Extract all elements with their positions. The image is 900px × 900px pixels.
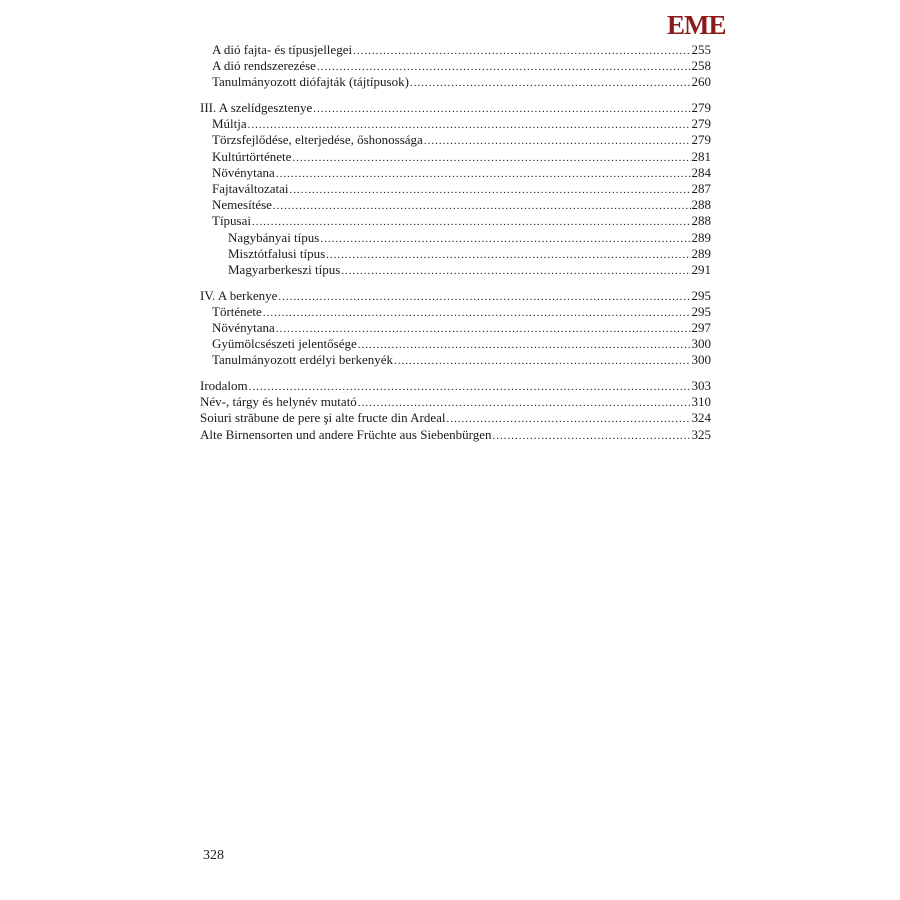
toc-entry-page: 289: [691, 245, 711, 261]
toc-entry-title: Növénytana: [212, 320, 275, 335]
toc-entry-page: 287: [691, 181, 711, 196]
leader-dots: [358, 337, 691, 353]
toc-entry-page: 324: [691, 410, 711, 426]
leader-dots: [292, 150, 690, 166]
toc-chapter[interactable]: [200, 378, 711, 394]
toc-entry[interactable]: [200, 132, 711, 148]
leader-dots: [276, 321, 691, 337]
table-of-contents: [200, 42, 711, 443]
toc-entry-page: 279: [691, 132, 711, 148]
toc-entry-page: 279: [691, 116, 711, 132]
toc-entry-page: 295: [691, 287, 711, 303]
leader-dots: [248, 117, 691, 133]
leader-dots: [492, 428, 690, 444]
toc-entry-title: Története: [212, 303, 262, 319]
leader-dots: [326, 247, 690, 263]
toc-entry-page: 295: [691, 303, 711, 319]
toc-entry-title: Név-, tárgy és helynév mutató: [200, 394, 357, 410]
leader-dots: [249, 379, 691, 395]
toc-entry-title: Alte Birnensorten und andere Früchte aus Siebenbürgen: [200, 426, 492, 442]
leader-dots: [290, 182, 691, 198]
toc-entry-page: 300: [691, 352, 711, 368]
toc-chapter[interactable]: [200, 100, 711, 116]
toc-entry-page: 303: [691, 378, 711, 394]
toc-entry-page: 288: [691, 213, 711, 229]
toc-entry-page: 260: [691, 74, 711, 90]
toc-entry-title: Nemesítése: [212, 197, 272, 213]
toc-entry-title: Magyarberkeszi típus: [228, 261, 341, 277]
toc-entry[interactable]: [200, 304, 711, 320]
toc-entry-title: Nagybányai típus: [228, 229, 320, 245]
leader-dots: [263, 305, 691, 321]
toc-chapter[interactable]: [200, 288, 711, 304]
publisher-logo: EME: [667, 10, 726, 40]
toc-subentry[interactable]: [200, 246, 711, 262]
toc-entry[interactable]: [200, 320, 711, 336]
toc-entry-title: A dió rendszerezése: [212, 58, 316, 74]
toc-entry-title: A dió fajta- és típusjellegei: [212, 42, 353, 57]
toc-entry-page: 325: [691, 426, 711, 442]
toc-chapter[interactable]: [200, 410, 711, 426]
leader-dots: [341, 263, 690, 279]
leader-dots: [320, 231, 690, 247]
toc-entry[interactable]: [200, 149, 711, 165]
toc-entry-title: Soiuri străbune de pere şi alte fructe din Ardeal: [200, 410, 446, 426]
toc-entry-title: III. A szelídgesztenye: [200, 100, 313, 116]
leader-dots: [278, 289, 690, 305]
toc-subentry[interactable]: [200, 230, 711, 246]
toc-entry-page: 297: [691, 320, 711, 335]
toc-entry-title: Tanulmányozott diófajták (tájtípusok): [212, 74, 409, 90]
toc-entry-title: Fajtaváltozatai: [212, 181, 289, 196]
toc-entry-title: Törzsfejlődése, elterjedése, őshonossága: [212, 132, 423, 148]
leader-dots: [446, 411, 690, 427]
leader-dots: [410, 75, 691, 91]
leader-dots: [276, 166, 691, 182]
toc-entry[interactable]: [200, 74, 711, 90]
toc-entry[interactable]: [200, 165, 711, 181]
toc-chapter[interactable]: [200, 427, 711, 443]
leader-dots: [317, 59, 691, 75]
leader-dots: [273, 198, 691, 214]
toc-entry[interactable]: [200, 352, 711, 368]
toc-entry[interactable]: [200, 197, 711, 213]
toc-subentry[interactable]: [200, 262, 711, 278]
toc-entry-title: Tanulmányozott erdélyi berkenyék: [212, 352, 394, 368]
toc-entry-page: 289: [691, 229, 711, 245]
toc-entry-page: 310: [691, 394, 711, 410]
toc-entry[interactable]: [200, 58, 711, 74]
toc-entry-title: Múltja: [212, 116, 247, 132]
leader-dots: [252, 214, 691, 230]
leader-dots: [394, 353, 690, 369]
leader-dots: [313, 101, 690, 117]
leader-dots: [353, 43, 690, 59]
toc-entry-page: 258: [691, 58, 711, 74]
toc-entry[interactable]: [200, 213, 711, 229]
toc-entry[interactable]: [200, 116, 711, 132]
toc-entry-title: Típusai: [212, 213, 251, 229]
toc-entry-page: 291: [691, 261, 711, 277]
toc-entry-page: 288: [691, 197, 711, 213]
toc-entry-page: 300: [691, 336, 711, 352]
toc-entry-page: 255: [691, 42, 711, 57]
leader-dots: [424, 133, 691, 149]
toc-chapter[interactable]: [200, 394, 711, 410]
toc-entry-title: Misztótfalusi típus: [228, 245, 326, 261]
toc-entry[interactable]: [200, 42, 711, 58]
toc-entry-title: Irodalom: [200, 378, 248, 394]
toc-entry-page: 284: [691, 164, 711, 180]
toc-entry-title: Növénytana: [212, 164, 275, 180]
leader-dots: [358, 395, 691, 411]
page-number: 328: [203, 848, 224, 863]
toc-entry-title: Kultúrtörténete: [212, 148, 292, 164]
toc-entry[interactable]: [200, 181, 711, 197]
toc-entry-page: 281: [691, 148, 711, 164]
toc-entry-page: 279: [691, 100, 711, 116]
toc-entry[interactable]: [200, 336, 711, 352]
toc-entry-title: IV. A berkenye: [200, 287, 278, 303]
toc-entry-title: Gyümölcsészeti jelentősége: [212, 336, 357, 352]
